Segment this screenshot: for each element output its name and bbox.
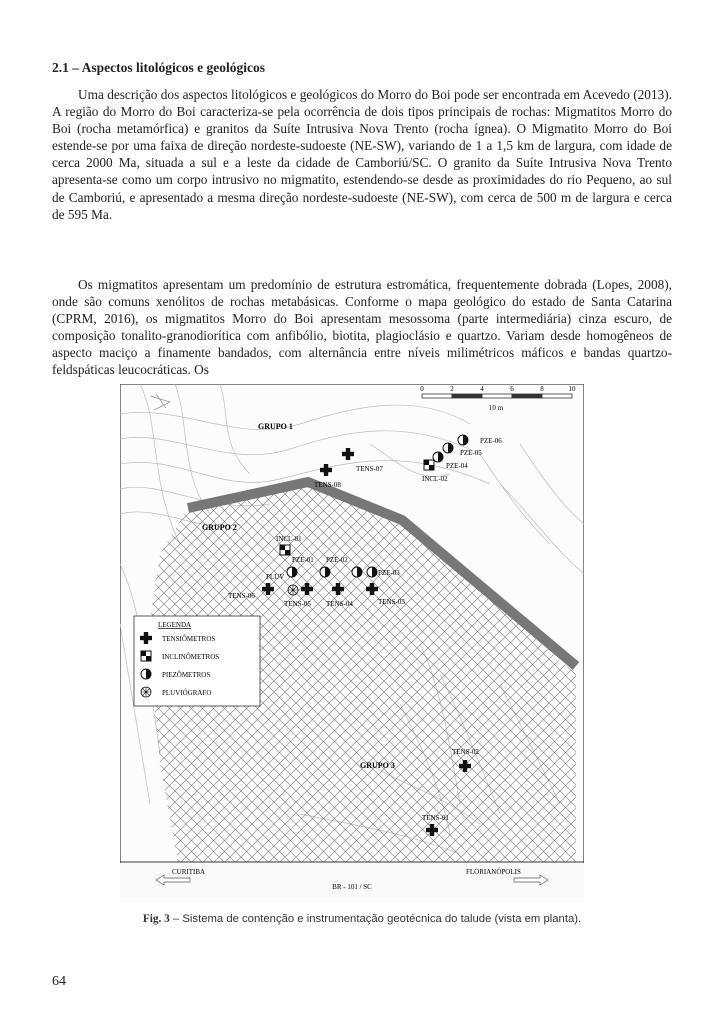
legend bbox=[134, 616, 260, 706]
tens-02-label: TENS-02 bbox=[452, 748, 479, 756]
pze-02-label: PZE-02 bbox=[326, 556, 348, 564]
site-plan-figure bbox=[120, 384, 584, 902]
piezometer-icon bbox=[458, 435, 468, 445]
piezometer-icon bbox=[320, 567, 330, 577]
incl-01-label: INCL-01 bbox=[276, 535, 302, 543]
figure-caption bbox=[52, 913, 672, 925]
piezometer-icon bbox=[443, 443, 453, 453]
road-strip bbox=[120, 862, 584, 902]
pze-04-label: PZE-04 bbox=[446, 462, 468, 470]
page-number: 64 bbox=[52, 974, 66, 989]
scale-tick-label: 10 bbox=[568, 385, 576, 393]
inclinometer-icon bbox=[424, 460, 434, 470]
figure-caption-text: – Sistema de contenção e instrumentação geotécnica do talude (vista em planta). bbox=[169, 913, 582, 925]
paragraph-1: Uma descrição dos aspectos litológicos e geológicos do Morro do Boi pode ser encontrada em Acevedo (2013). A região do Morro do Boi caracteriza-se pela ocorrência de dois tipos principais de rochas: Migmatitos Morro do Boi (rocha metamórfica) e granitos da Suíte Intrusiva Nova Trento (rocha ígnea). O Migmatito Morro do Boi estende-se por uma faixa de direção nordeste-sudoeste (NE-SW), variando de 1 a 1,5 km de largura, com idade de cerca 2000 Ma, situada a sul e a leste da cidade de Camboriú/SC. O granito da Suíte Intrusiva Nova Trento apresenta-se como um corpo intrusivo no migmatito, estendendo-se desde as proximidades do rio Pequeno, ao sul de Camboriú, e apresentado a mesma direção nordeste-sudoeste (NE-SW), com cerca de 500 m de largura e cerca de 595 Ma. bbox=[52, 87, 672, 222]
legend-item-pluviografo: PLUVIÓGRAFO bbox=[162, 689, 212, 697]
scale-tick-label: 6 bbox=[510, 385, 514, 393]
piezometer-icon bbox=[287, 567, 297, 577]
piezometer-icon bbox=[352, 567, 362, 577]
pluviograph-icon bbox=[141, 687, 151, 697]
legend-item-tensiometros: TENSIÔMETROS bbox=[162, 635, 216, 643]
road-label-curitiba: CURITIBA bbox=[172, 868, 206, 876]
tens-05-label: TENS-05 bbox=[284, 600, 311, 608]
piezometer-icon bbox=[367, 567, 377, 577]
scale-unit-label: 10 m bbox=[488, 404, 504, 412]
tens-04-label: TENS-04 bbox=[326, 600, 353, 608]
pluv-label: PLUV bbox=[266, 573, 285, 581]
legend-item-piezometros: PIEZÔMETROS bbox=[162, 671, 211, 679]
legend-title: LEGENDA bbox=[158, 621, 192, 629]
scale-tick-label: 0 bbox=[420, 385, 424, 393]
group-3-label: GRUPO 3 bbox=[360, 761, 395, 770]
road-label-br101: BR - 101 / SC bbox=[332, 883, 372, 891]
figure-caption-label: Fig. 3 bbox=[142, 913, 170, 925]
scale-tick-label: 8 bbox=[540, 385, 544, 393]
piezometer-icon bbox=[141, 669, 151, 679]
tens-08-label: TENS-08 bbox=[314, 481, 341, 489]
tens-07-label: TENS-07 bbox=[356, 465, 383, 473]
pluviograph-icon bbox=[288, 585, 298, 595]
legend-item-inclinometros: INCLINÔMETROS bbox=[162, 653, 220, 661]
pze-06-label: PZE-06 bbox=[480, 437, 502, 445]
pze-03-label: PZE-03 bbox=[378, 569, 400, 577]
inclinometer-icon bbox=[280, 545, 290, 555]
tens-06-label: TENS-06 bbox=[228, 592, 255, 600]
scale-tick-label: 4 bbox=[480, 385, 484, 393]
group-2-label: GRUPO 2 bbox=[202, 523, 237, 532]
pze-05-label: PZE-05 bbox=[460, 449, 482, 457]
paragraph-2: Os migmatitos apresentam um predomínio de estrutura estromática, frequentemente dobrada (Lopes, 2008), onde são comuns xenólitos de rochas metabásicas. Conforme o mapa geológico do estado de Santa Catarina (CPRM, 2016), os migmatitos Morro do Boi apresentam mesossoma (parte intermediária) cinza escuro, de composição tonalito-granodiorítica com anfibólio, biotita, plagioclásio e quartzo. Variam desde homogêneos de aspecto maciço a finamente bandados, com alternância entre níveis milimétricos máficos e bandas quartzo-feldspáticas leucocráticas. Os bbox=[52, 277, 672, 378]
tens-03-label: TENS-03 bbox=[378, 598, 405, 606]
scale-tick-label: 2 bbox=[450, 385, 454, 393]
inclinometer-icon bbox=[141, 651, 151, 661]
road-label-florianopolis: FLORIANÓPOLIS bbox=[466, 868, 521, 876]
section-heading: 2.1 – Aspectos litológicos e geológicos bbox=[52, 60, 265, 75]
group-1-label: GRUPO 1 bbox=[258, 422, 293, 431]
incl-02-label: INCL-02 bbox=[422, 475, 448, 483]
tens-01-label: TENS-01 bbox=[422, 814, 449, 822]
pze-01-label: PZE-01 bbox=[292, 556, 314, 564]
